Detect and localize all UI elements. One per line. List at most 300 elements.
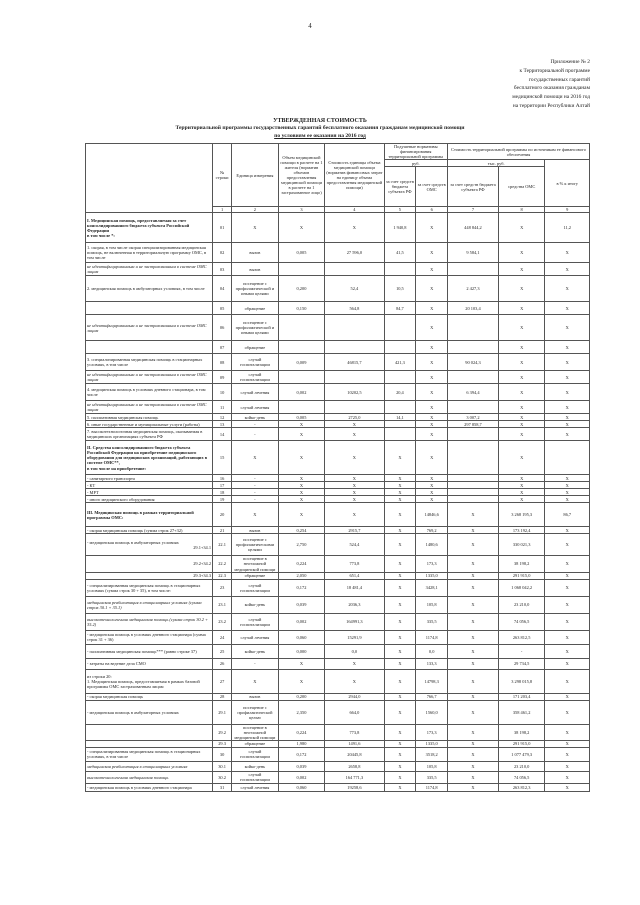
- table-row: [86, 496, 590, 503]
- row-name-text: - МРТ: [87, 489, 99, 495]
- column-number: 9: [545, 207, 590, 213]
- row-name-text: - иного медицинского оборудования: [87, 496, 155, 502]
- cell-vol: 1,980: [278, 740, 325, 747]
- cell-c5: [384, 263, 416, 276]
- cell-vol: X: [278, 428, 325, 441]
- cell-vol: 0,005: [278, 414, 325, 421]
- document-period: по условиям ее оказания на 2016 год: [274, 132, 366, 139]
- cell-c8: X: [498, 421, 545, 428]
- cell-unit: X: [232, 503, 279, 527]
- cell-c7: [448, 496, 499, 503]
- cell-c9: X: [545, 596, 590, 613]
- cell-rowno: 30.1: [213, 761, 232, 771]
- row-name-text: медицинская реабилитация в стационарных условиях: [87, 763, 188, 769]
- cell-c9: X: [545, 613, 590, 630]
- cell-c9: X: [545, 496, 590, 503]
- cell-vol: X: [278, 213, 325, 243]
- cell-c9: X: [545, 421, 590, 428]
- cell-c8: 173 192,4: [498, 527, 545, 534]
- cell-cost: X: [325, 658, 384, 669]
- cell-c5: X: [384, 613, 416, 630]
- cell-cost: 664,0: [325, 700, 384, 724]
- cell-c9: X: [545, 724, 590, 740]
- cell-cost: 164 771,3: [325, 771, 384, 783]
- cell-c6: 14846,6: [416, 503, 448, 527]
- row-name: [86, 724, 213, 740]
- cell-c8: 291 915,0: [498, 740, 545, 747]
- row-name-subtext: 1. Медицинская помощь, предоставляемая в рамках базовой программы ОМС застрахованным лицам: [87, 678, 200, 689]
- cell-c6: X: [416, 315, 448, 341]
- cell-rowno: 23.1: [213, 596, 232, 613]
- cell-rowno: 29.3: [213, 740, 232, 747]
- row-name: [86, 315, 213, 341]
- cell-c7: X: [448, 527, 499, 534]
- cell-unit: случай госпитализации: [232, 771, 279, 783]
- row-name-text: - медицинская помощь в амбулаторных условиях: [87, 709, 179, 715]
- cell-vol: 0,224: [278, 556, 325, 572]
- cell-vol: 0,002: [278, 384, 325, 401]
- cell-c6: 105,8: [416, 596, 448, 613]
- column-number: 3: [278, 207, 325, 213]
- cell-c7: 2 427,3: [448, 276, 499, 302]
- cell-vol: X: [278, 658, 325, 669]
- cell-c6: X: [416, 341, 448, 354]
- cell-c5: X: [384, 527, 416, 534]
- row-name-text: из строки 20:: [87, 673, 112, 679]
- cell-rowno: 30.2: [213, 771, 232, 783]
- cell-c8: 263 812,3: [498, 783, 545, 791]
- cell-cost: 0,0: [325, 644, 384, 658]
- cell-cost: X: [325, 421, 384, 428]
- header-per-capita-group: Подушевые нормативы финансирования территориальной программы: [384, 144, 448, 160]
- cell-rowno: 30: [213, 747, 232, 761]
- appendix-line: на территории Республики Алтай: [512, 102, 590, 109]
- cell-c9: X: [545, 771, 590, 783]
- cell-c6: 3518,2: [416, 747, 448, 761]
- cell-c6: X: [416, 496, 448, 503]
- cell-rowno: 05: [213, 302, 232, 315]
- row-name: [86, 693, 213, 700]
- cell-c8: 3 268 195,3: [498, 503, 545, 527]
- cell-vol: X: [278, 496, 325, 503]
- table-row: [86, 613, 590, 630]
- cell-c5: X: [384, 783, 416, 791]
- cell-unit: вызов: [232, 693, 279, 700]
- cell-rowno: 03: [213, 263, 232, 276]
- cell-c8: X: [498, 441, 545, 475]
- table-row: [86, 700, 590, 724]
- cell-c7: 20 103,4: [448, 302, 499, 315]
- cell-c9: X: [545, 276, 590, 302]
- cell-c7: X: [448, 644, 499, 658]
- cell-c5: X: [384, 700, 416, 724]
- cell-unit: койко-день: [232, 644, 279, 658]
- cell-unit: -: [232, 475, 279, 482]
- cell-c7: X: [448, 658, 499, 669]
- cell-rowno: 29.2: [213, 724, 232, 740]
- cell-c7: X: [448, 579, 499, 596]
- row-name: [86, 428, 213, 441]
- cell-vol: X: [278, 669, 325, 693]
- table-row: [86, 384, 590, 401]
- cell-c6: 105,8: [416, 761, 448, 771]
- cell-c7: [448, 428, 499, 441]
- cell-c5: X: [384, 693, 416, 700]
- cell-unit: -: [232, 658, 279, 669]
- cell-c5: [384, 428, 416, 441]
- cell-rowno: 25: [213, 644, 232, 658]
- cell-vol: 0,000: [278, 644, 325, 658]
- row-name: [86, 371, 213, 384]
- row-name: [86, 302, 213, 315]
- row-name: [86, 579, 213, 596]
- cell-c6: X: [416, 371, 448, 384]
- cell-c6: 769,2: [416, 527, 448, 534]
- header-percent: в % к итогу: [545, 160, 590, 207]
- cell-c6: 14798,3: [416, 669, 448, 693]
- cell-c9: X: [545, 693, 590, 700]
- cell-rowno: 26: [213, 658, 232, 669]
- table-row: [86, 572, 590, 579]
- cell-c7: X: [448, 740, 499, 747]
- row-name-text: III. Медицинская помощь в рамках территориальной программы ОМС:: [87, 509, 194, 520]
- row-name: [86, 534, 213, 556]
- row-sum-formula: 29.1+34.1: [193, 544, 212, 550]
- cell-cost: X: [325, 428, 384, 441]
- cell-c6: X: [416, 276, 448, 302]
- cell-c8: 1 068 042,2: [498, 579, 545, 596]
- cell-rowno: 16: [213, 475, 232, 482]
- row-name: [86, 384, 213, 401]
- cell-c9: 86,7: [545, 503, 590, 527]
- table-row: [86, 489, 590, 496]
- table-row: [86, 579, 590, 596]
- cell-c6: 766,7: [416, 693, 448, 700]
- row-name: [86, 527, 213, 534]
- appendix-line: к Территориальной программе: [519, 67, 590, 74]
- row-name: [86, 596, 213, 613]
- cell-c7: [448, 489, 499, 496]
- table-row: [86, 482, 590, 489]
- table-row: [86, 302, 590, 315]
- cell-c5: X: [384, 482, 416, 489]
- cell-c7: 9 584,1: [448, 243, 499, 263]
- cell-vol: [278, 371, 325, 384]
- cell-rowno: 21: [213, 527, 232, 534]
- table-row: [86, 315, 590, 341]
- table-row: [86, 243, 590, 263]
- cell-cost: 15291,9: [325, 630, 384, 644]
- cell-c9: [545, 441, 590, 475]
- cell-c7: 6 394,4: [448, 384, 499, 401]
- table-row: [86, 441, 590, 475]
- row-name-text: - санитарного транспорта: [87, 475, 135, 481]
- table-row: [86, 527, 590, 534]
- row-name: [86, 572, 213, 579]
- cell-rowno: 22.1: [213, 534, 232, 556]
- row-name: [86, 401, 213, 414]
- cell-unit: X: [232, 441, 279, 475]
- table-row: [86, 669, 590, 693]
- cell-c7: [448, 482, 499, 489]
- cell-c6: X: [416, 489, 448, 496]
- cell-c8: 1 077 479,3: [498, 747, 545, 761]
- cell-c8: X: [498, 263, 545, 276]
- row-name-text: - медицинская помощь в условиях дневного стационара: [87, 784, 192, 790]
- cell-c7: X: [448, 556, 499, 572]
- cell-unit: X: [232, 669, 279, 693]
- row-name: [86, 771, 213, 783]
- cell-c6: X: [416, 475, 448, 482]
- cell-c5: X: [384, 489, 416, 496]
- cell-c9: X: [545, 401, 590, 414]
- cell-unit: случай лечения: [232, 384, 279, 401]
- table-row: [86, 371, 590, 384]
- row-name-text: 1. скорая, в том числе скорая специализированная медицинская помощь, не включенная в территориальную программу ОМС, в том числе: [87, 245, 207, 261]
- cell-c6: 173,3: [416, 724, 448, 740]
- cell-c5: X: [384, 534, 416, 556]
- cell-cost: 524,4: [325, 534, 384, 556]
- cell-cost: X: [325, 489, 384, 496]
- cell-c5: X: [384, 475, 416, 482]
- cell-c6: 1335,0: [416, 572, 448, 579]
- cell-c8: X: [498, 213, 545, 243]
- cell-rowno: 07: [213, 341, 232, 354]
- cell-c5: X: [384, 441, 416, 475]
- cell-vol: 2,050: [278, 572, 325, 579]
- cell-c7: X: [448, 613, 499, 630]
- cell-c6: X: [416, 421, 448, 428]
- cell-rowno: 06: [213, 315, 232, 341]
- row-name: [86, 213, 213, 243]
- row-name: [86, 658, 213, 669]
- cell-c8: 29 734,5: [498, 658, 545, 669]
- cell-rowno: 22.3: [213, 572, 232, 579]
- cell-rowno: 15: [213, 441, 232, 475]
- header-blank: [86, 144, 213, 213]
- cell-vol: 0,224: [278, 724, 325, 740]
- table-row: [86, 534, 590, 556]
- appendix-line: Приложение № 2: [550, 59, 590, 65]
- row-name-text: высокотехнологичная медицинская помощь: [87, 774, 169, 780]
- cell-c5: X: [384, 572, 416, 579]
- cell-rowno: 17: [213, 482, 232, 489]
- cell-unit: посещение в неотложной медицинской помощи: [232, 724, 279, 740]
- cell-c7: [448, 263, 499, 276]
- cell-c7: 3 007,2: [448, 414, 499, 421]
- cell-c7: X: [448, 630, 499, 644]
- cell-unit: X: [232, 213, 279, 243]
- cell-c5: [384, 421, 416, 428]
- cell-c7: [448, 401, 499, 414]
- cell-c7: X: [448, 572, 499, 579]
- cell-c8: 23 210,0: [498, 761, 545, 771]
- cell-c9: X: [545, 669, 590, 693]
- cell-c5: X: [384, 596, 416, 613]
- cell-c8: X: [498, 302, 545, 315]
- cell-c8: 38 198,2: [498, 724, 545, 740]
- cell-c8: X: [498, 414, 545, 421]
- cell-unit: -: [232, 496, 279, 503]
- cell-unit: случай госпитализации: [232, 354, 279, 371]
- cell-c5: X: [384, 761, 416, 771]
- cell-vol: 0,009: [278, 354, 325, 371]
- cell-vol: 0,039: [278, 596, 325, 613]
- cell-unit: -: [232, 421, 279, 428]
- cell-c5: 14,1: [384, 414, 416, 421]
- cell-c5: X: [384, 496, 416, 503]
- cell-c9: X: [545, 371, 590, 384]
- cell-c6: 3428,1: [416, 579, 448, 596]
- row-name: [86, 354, 213, 371]
- cell-cost: X: [325, 213, 384, 243]
- cell-c7: [448, 371, 499, 384]
- table-row: [86, 276, 590, 302]
- header-oms-cost: средства ОМС: [498, 167, 545, 207]
- row-name: [86, 475, 213, 482]
- row-name: [86, 276, 213, 302]
- cell-vol: [278, 341, 325, 354]
- cell-c9: X: [545, 572, 590, 579]
- cell-vol: X: [278, 503, 325, 527]
- row-sum-formula: 29.3+34.3: [193, 573, 212, 579]
- table-row: [86, 263, 590, 276]
- cell-vol: 0,060: [278, 630, 325, 644]
- table-row: [86, 503, 590, 527]
- row-name-subtext: в том числе *:: [87, 232, 115, 238]
- row-name-text: 2. медицинская помощь в амбулаторных условиях, в том числе: [87, 286, 205, 292]
- row-name-text: высокотехнологичная медицинская помощь (сумма строк 30.2 + 35.2): [87, 616, 208, 627]
- cell-c9: 11,2: [545, 213, 590, 243]
- cell-rowno: 08: [213, 354, 232, 371]
- cell-c9: X: [545, 644, 590, 658]
- cell-cost: 773,8: [325, 556, 384, 572]
- table-row: [86, 783, 590, 791]
- cell-c7: 448 844,2: [448, 213, 499, 243]
- header-unit: Единица измерения: [232, 144, 279, 207]
- cell-c6: 1174,8: [416, 783, 448, 791]
- cell-rowno: 11: [213, 401, 232, 414]
- table-row: [86, 658, 590, 669]
- cell-unit: посещение с профилактической и иными целями: [232, 276, 279, 302]
- row-name: [86, 613, 213, 630]
- cell-c5: 84,7: [384, 302, 416, 315]
- cell-c9: X: [545, 428, 590, 441]
- cell-c5: 41,5: [384, 243, 416, 263]
- column-number: 1: [213, 207, 232, 213]
- cell-cost: X: [325, 475, 384, 482]
- cell-unit: обращение: [232, 740, 279, 747]
- row-sum-formula: 29.2+34.2: [193, 561, 212, 567]
- cell-unit: посещение с профилактическими целями: [232, 534, 279, 556]
- cell-c6: 173,3: [416, 556, 448, 572]
- cell-c8: 330 021,3: [498, 534, 545, 556]
- row-name: [86, 421, 213, 428]
- cell-c5: [384, 341, 416, 354]
- cell-cost: 10202,5: [325, 384, 384, 401]
- table-row: [86, 724, 590, 740]
- cell-rowno: 14: [213, 428, 232, 441]
- cell-c7: X: [448, 724, 499, 740]
- table-row: [86, 761, 590, 771]
- cell-c8: X: [498, 475, 545, 482]
- cell-unit: случай лечения: [232, 630, 279, 644]
- cell-c5: X: [384, 503, 416, 527]
- cell-c5: X: [384, 644, 416, 658]
- cell-rowno: 02: [213, 243, 232, 263]
- cell-unit: случай госпитализации: [232, 579, 279, 596]
- cell-c8: 291 915,0: [498, 572, 545, 579]
- cell-rowno: 23.2: [213, 613, 232, 630]
- cell-c6: X: [416, 354, 448, 371]
- cell-c6: X: [416, 243, 448, 263]
- cell-c6: 335,5: [416, 613, 448, 630]
- cell-rowno: 22.2: [213, 556, 232, 572]
- cell-c6: X: [416, 414, 448, 421]
- cell-cost: [325, 401, 384, 414]
- cell-rowno: 04: [213, 276, 232, 302]
- table-row: [86, 596, 590, 613]
- cell-c7: X: [448, 761, 499, 771]
- cell-vol: 2,350: [278, 700, 325, 724]
- table-row: [86, 771, 590, 783]
- cell-unit: вызов: [232, 527, 279, 534]
- cell-cost: 564,8: [325, 302, 384, 315]
- cell-c7: X: [448, 783, 499, 791]
- table-row: [86, 354, 590, 371]
- cell-c6: 1480,6: [416, 534, 448, 556]
- cell-c9: X: [545, 534, 590, 556]
- row-name: [86, 263, 213, 276]
- row-name-subtext: в том числе на приобретение:: [87, 465, 146, 471]
- cell-unit: -: [232, 482, 279, 489]
- cell-c7: [448, 475, 499, 482]
- cell-c8: 23 210,0: [498, 596, 545, 613]
- cell-c5: X: [384, 740, 416, 747]
- header-unit-cost: Стоимость единицы объема медицинской помощи (норматив финансовых затрат на единицу объема предоставления медицинской помощи): [325, 144, 384, 207]
- cell-vol: [278, 401, 325, 414]
- cell-c8: X: [498, 341, 545, 354]
- column-number: 5: [384, 207, 416, 213]
- row-name: [86, 644, 213, 658]
- cell-c8: X: [498, 496, 545, 503]
- cell-vol: 0,060: [278, 783, 325, 791]
- cell-c8: 74 056,5: [498, 613, 545, 630]
- cell-cost: 164991,3: [325, 613, 384, 630]
- cell-rowno: 19: [213, 496, 232, 503]
- cell-c5: [384, 401, 416, 414]
- row-name-text: - паллиативная медицинская помощь*** (равно строке 37): [87, 648, 197, 654]
- row-name-text: не идентифицированным и не застрахованным в системе ОМС лицам: [87, 372, 207, 383]
- page-number: 4: [308, 22, 312, 30]
- cell-c5: 20,4: [384, 384, 416, 401]
- appendix-line: бесплатного оказания гражданам: [513, 85, 590, 92]
- cell-rowno: 13: [213, 421, 232, 428]
- cell-cost: 27 596,0: [325, 243, 384, 263]
- document-title-block: [170, 118, 470, 140]
- cell-c6: 133,3: [416, 658, 448, 669]
- cell-unit: случай госпитализации: [232, 747, 279, 761]
- table-row: [86, 630, 590, 644]
- table-row: [86, 421, 590, 428]
- cell-c9: X: [545, 243, 590, 263]
- header-oms-per-capita: за счет средств ОМС: [416, 167, 448, 207]
- appendix-block: [455, 58, 590, 111]
- cell-vol: 0,172: [278, 579, 325, 596]
- cell-vol: 0,200: [278, 693, 325, 700]
- cell-c8: 38 198,2: [498, 556, 545, 572]
- table-header: [86, 144, 590, 213]
